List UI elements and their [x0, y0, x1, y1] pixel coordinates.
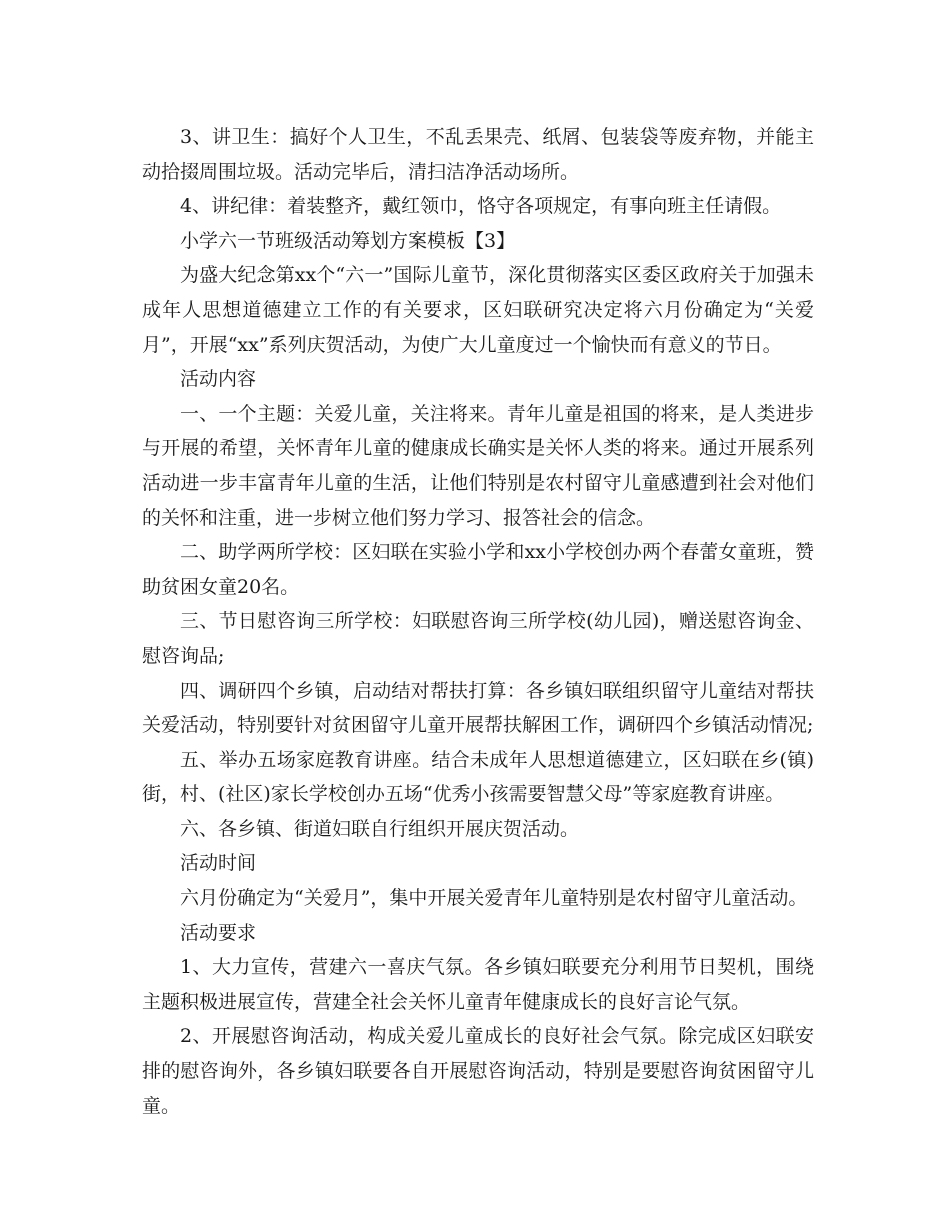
paragraph-condolence: 2、开展慰咨询活动，构成关爱儿童成长的良好社会气氛。除完成区妇联安排的慰咨询外，各乡镇妇联要各自开展慰咨询活动，特别是要慰咨询贫困留守儿童。	[142, 1025, 814, 1117]
paragraph-research-towns: 四、调研四个乡镇，启动结对帮扶打算：各乡镇妇联组织留守儿童结对帮扶关爱活动，特别要针对贫困留守儿童开展帮扶解困工作，调研四个乡镇活动情况;	[142, 679, 814, 737]
paragraph-intro: 为盛大纪念第xx个“六一”国际儿童节，深化贯彻落实区委区政府关于加强未成年人思想道德建立工作的有关要求，区妇联研究决定将六月份确定为“关爱月”，开展“xx”系列庆贺活动，为使广大儿童度过一个愉快而有意义的节日。	[142, 264, 814, 356]
paragraph-publicity: 1、大力宣传，营建六一喜庆气氛。各乡镇妇联要充分利用节日契机，围绕主题积极进展宣传，营建全社会关怀儿童青年健康成长的良好言论气氛。	[142, 956, 814, 1013]
paragraph-school-aid: 二、助学两所学校：区妇联在实验小学和xx小学校创办两个春蕾女童班，赞助贫困女童20名。	[142, 541, 814, 598]
paragraph-holiday-visit: 三、节日慰咨询三所学校：妇联慰咨询三所学校(幼儿园)，赠送慰咨询金、慰咨询品;	[142, 610, 814, 667]
paragraph-care-month: 六月份确定为“关爱月”，集中开展关爱青年儿童特别是农村留守儿童活动。	[180, 887, 808, 910]
paragraph-theme: 一、一个主题：关爱儿童，关注将来。青年儿童是祖国的将来，是人类进步与开展的希望，关怀青年儿童的健康成长确实是关怀人类的将来。通过开展系列活动进一步丰富青年儿童的生活，让他们特别是农村留守儿童感遭到社会对他们的关怀和注重，进一步树立他们努力学习、报答社会的信念。	[142, 402, 814, 529]
document-body	[142, 120, 814, 1123]
paragraph-hygiene: 3、讲卫生：搞好个人卫生，不乱丢果壳、纸屑、包装袋等废弃物，并能主动拾掇周围垃圾。活动完毕后，清扫洁净活动场所。	[142, 126, 814, 183]
paragraph-self-organized: 六、各乡镇、街道妇联自行组织开展庆贺活动。	[180, 817, 580, 840]
section-heading-activity-content: 活动内容	[180, 368, 257, 391]
paragraph-discipline: 4、讲纪律：着装整齐，戴红领巾，恪守各项规定，有事向班主任请假。	[180, 195, 782, 218]
section-heading-plan-3: 小学六一节班级活动筹划方案模板【3】	[180, 229, 516, 252]
paragraph-family-lectures: 五、举办五场家庭教育讲座。结合未成年人思想道德建立，区妇联在乡(镇)街，村、(社区)家长学校创办五场“优秀小孩需要智慧父母”等家庭教育讲座。	[142, 748, 814, 806]
section-heading-activity-time: 活动时间	[180, 852, 257, 875]
section-heading-activity-requirements: 活动要求	[180, 921, 257, 944]
